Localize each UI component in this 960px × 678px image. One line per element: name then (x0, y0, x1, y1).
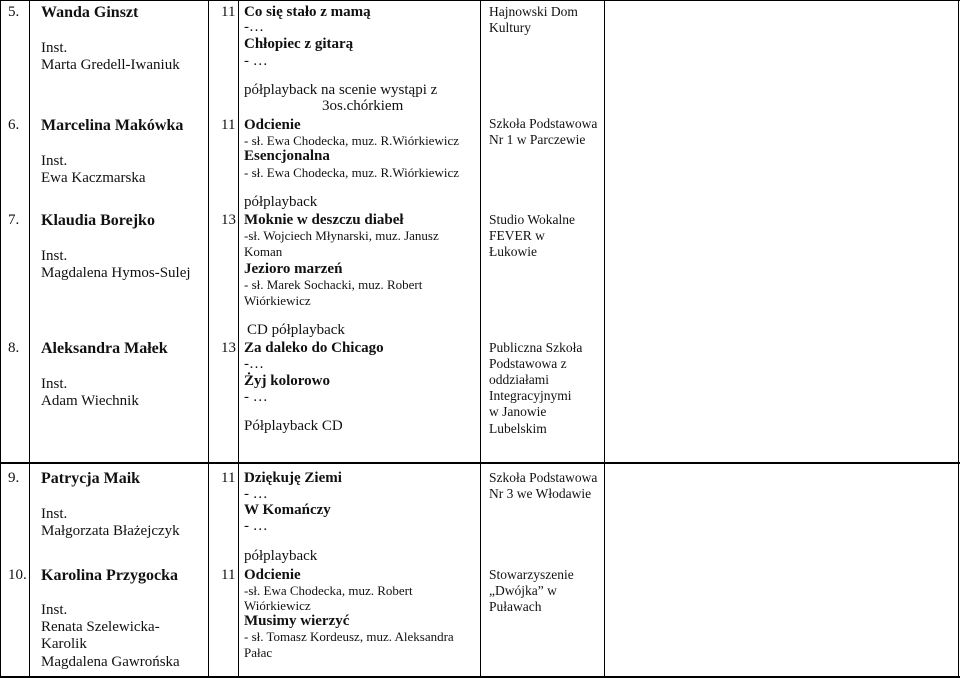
instructor-name: Karolik (41, 636, 87, 652)
instructor-name: Adam Wiechnik (41, 393, 139, 409)
institution-line: Studio Wokalne (489, 212, 576, 227)
institution-line: w Janowie (489, 404, 547, 419)
entry-number: 9. (8, 470, 20, 486)
song-credit: - sł. Marek Sochacki, muz. Robert (244, 277, 423, 292)
institution-line: Szkoła Podstawowa (489, 116, 598, 131)
instructor-name: Marta Gredell-Iwaniuk (41, 57, 180, 73)
playback-note: półplayback (244, 194, 318, 210)
entry-number: 8. (8, 340, 20, 356)
participant-name: Klaudia Borejko (41, 212, 155, 229)
song-title: W Komańczy (244, 502, 331, 518)
song-credit: Koman (244, 244, 283, 259)
song-count: 11 (221, 4, 236, 20)
participant-name: Wanda Ginszt (41, 4, 139, 21)
song-title: Co się stało z mamą (244, 4, 371, 20)
playback-note: CD półplayback (247, 322, 345, 338)
song-title: Dziękuję Ziemi (244, 470, 342, 486)
entry-number: 7. (8, 212, 20, 228)
song-title: Jezioro marzeń (244, 261, 343, 277)
institution-line: Podstawowa z (489, 356, 567, 371)
song-credit: Pałac (244, 645, 273, 660)
column-divider (208, 0, 209, 678)
participant-name: Marcelina Makówka (41, 117, 184, 134)
instructor-label: Inst. (41, 376, 68, 392)
song-credit: - … (244, 389, 268, 405)
playback-note: półplayback (244, 548, 318, 564)
song-credit: - sł. Tomasz Kordeusz, muz. Aleksandra (244, 629, 454, 644)
column-divider (29, 0, 30, 678)
song-title: Chłopiec z gitarą (244, 36, 354, 52)
song-credit: - sł. Ewa Chodecka, muz. R.Wiórkiewicz (244, 133, 459, 148)
entry-number: 10. (8, 567, 27, 583)
instructor-label: Inst. (41, 248, 68, 264)
participant-name: Aleksandra Małek (41, 340, 168, 357)
instructor-name: Małgorzata Błażejczyk (41, 523, 180, 539)
song-count: 13 (221, 212, 236, 228)
column-divider (958, 0, 959, 678)
institution-line: Kultury (489, 20, 531, 35)
institution-line: Hajnowski Dom (489, 4, 578, 19)
institution-line: Stowarzyszenie (489, 567, 574, 582)
song-credit: Wiórkiewicz (244, 293, 311, 308)
song-count: 11 (221, 117, 236, 133)
instructor-name: Magdalena Hymos-Sulej (41, 265, 191, 281)
entry-number: 5. (8, 4, 20, 20)
song-title: Odcienie (244, 117, 301, 133)
song-credit: - … (244, 53, 268, 69)
song-count: 11 (221, 470, 236, 486)
institution-line: Puławach (489, 599, 542, 614)
column-divider (604, 0, 605, 678)
song-title: Esencjonalna (244, 148, 330, 164)
institution-line: FEVER w (489, 228, 545, 243)
song-credit: - sł. Ewa Chodecka, muz. R.Wiórkiewicz (244, 165, 459, 180)
institution-line: Integracyjnymi (489, 388, 572, 403)
song-count: 11 (221, 567, 236, 583)
song-credit: -sł. Wojciech Młynarski, muz. Janusz (244, 228, 439, 243)
song-title: Za daleko do Chicago (244, 340, 384, 356)
institution-line: Publiczna Szkoła (489, 340, 583, 355)
song-count: 13 (221, 340, 236, 356)
instructor-label: Inst. (41, 602, 68, 618)
song-title: Musimy wierzyć (244, 613, 350, 629)
instructor-name: Ewa Kaczmarska (41, 170, 146, 186)
column-divider (480, 0, 481, 678)
song-title: Odcienie (244, 567, 301, 583)
playback-note: półplayback na scenie wystąpi z (244, 82, 438, 98)
institution-line: Łukowie (489, 244, 537, 259)
instructor-label: Inst. (41, 506, 68, 522)
song-credit: - … (244, 518, 268, 534)
participant-name: Patrycja Maik (41, 470, 141, 487)
playback-note: 3os.chórkiem (322, 98, 404, 114)
song-title: Żyj kolorowo (244, 373, 330, 389)
instructor-label: Inst. (41, 40, 68, 56)
institution-line: Nr 1 w Parczewie (489, 132, 586, 147)
institution-line: Lubelskim (489, 421, 547, 436)
instructor-name: Magdalena Gawrońska (41, 654, 180, 670)
song-credit: -sł. Ewa Chodecka, muz. Robert (244, 583, 413, 598)
institution-line: „Dwójka” w (489, 583, 557, 598)
song-credit: -… (244, 356, 264, 372)
column-divider (0, 0, 1, 678)
instructor-label: Inst. (41, 153, 68, 169)
song-credit: - … (244, 486, 268, 502)
instructor-name: Renata Szelewicka- (41, 619, 160, 635)
playback-note: Półplayback CD (244, 418, 343, 434)
song-credit: Wiórkiewicz (244, 598, 311, 613)
institution-line: Nr 3 we Włodawie (489, 486, 592, 501)
institution-line: Szkoła Podstawowa (489, 470, 598, 485)
song-credit: -… (244, 19, 264, 35)
column-divider (238, 0, 239, 678)
institution-line: oddziałami (489, 372, 549, 387)
song-title: Moknie w deszczu diabeł (244, 212, 404, 228)
participant-name: Karolina Przygocka (41, 567, 179, 584)
entry-number: 6. (8, 117, 20, 133)
